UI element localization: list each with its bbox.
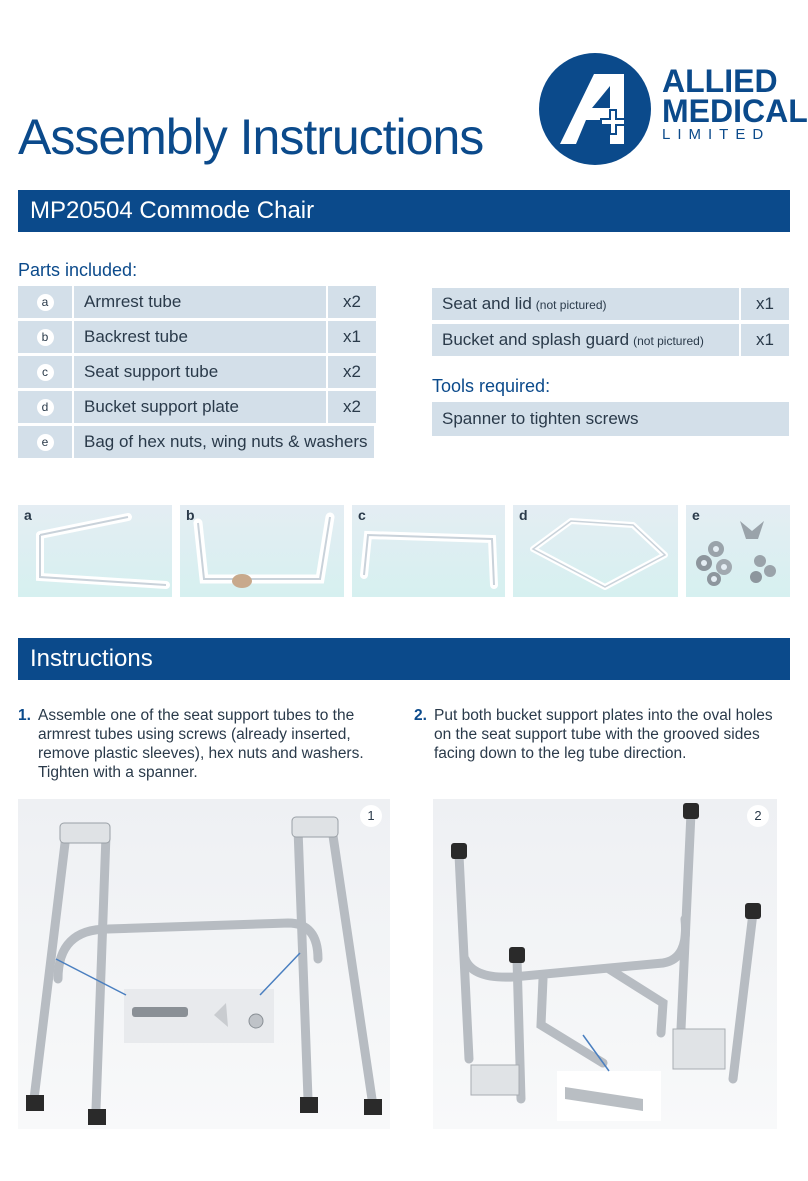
thumbnail-bucket-support-plate <box>513 505 678 597</box>
thumbnail-seat-support-tube <box>352 505 505 597</box>
frame-assembly-illustration-icon <box>18 799 390 1129</box>
figure-number: 1 <box>360 805 382 827</box>
extra-part-name: Bucket and splash guard <box>442 330 630 349</box>
part-letter: d <box>37 399 54 416</box>
thumbnail-letter: c <box>358 507 366 523</box>
extra-part-row <box>432 324 789 357</box>
thumbnail-armrest-tube <box>18 505 172 597</box>
extra-part-note: (not pictured) <box>633 334 704 348</box>
bucket-plate-illustration-icon <box>433 799 777 1129</box>
seat-support-tube-icon <box>352 505 505 597</box>
part-name: Backrest tube <box>74 321 326 353</box>
step-number: 2. <box>414 707 427 724</box>
part-name: Seat support tube <box>74 356 326 388</box>
step-1 <box>18 706 378 782</box>
instructions-bar: Instructions <box>18 638 790 680</box>
part-name: Armrest tube <box>74 286 326 318</box>
thumbnail-letter: a <box>24 507 32 523</box>
figure-number: 2 <box>747 805 769 827</box>
figure-1 <box>18 799 390 1129</box>
part-qty: x2 <box>328 391 376 423</box>
part-row <box>18 426 376 458</box>
thumbnail-backrest-tube <box>180 505 344 597</box>
part-letter: a <box>37 294 54 311</box>
step-number: 1. <box>18 707 31 724</box>
logo-mark-icon <box>538 52 652 166</box>
company-logo <box>538 52 808 167</box>
part-row <box>18 286 376 318</box>
thumbnail-nuts-washers <box>686 505 790 597</box>
part-name: Bag of hex nuts, wing nuts & washers <box>74 426 374 458</box>
extra-parts-table <box>432 288 789 360</box>
step-text: Put both bucket support plates into the oval holes on the seat support tube with the grooved sides facing down to the leg tube direction. <box>434 707 773 762</box>
logo-line-1: ALLIED <box>662 63 778 99</box>
part-qty: x1 <box>328 321 376 353</box>
parts-heading: Parts included: <box>18 260 138 280</box>
nuts-washers-icon <box>686 505 790 597</box>
part-row <box>18 356 376 388</box>
logo-line-3: LIMITED <box>662 126 771 143</box>
part-letter: b <box>37 329 54 346</box>
part-qty: x2 <box>328 356 376 388</box>
logo-line-2: MEDICAL <box>662 93 808 129</box>
page-title: Assembly Instructions <box>18 109 484 165</box>
part-qty: x2 <box>328 286 376 318</box>
part-letter: c <box>37 364 54 381</box>
thumbnail-letter: d <box>519 507 528 523</box>
product-title-bar: MP20504 Commode Chair <box>18 190 790 232</box>
extra-part-note: (not pictured) <box>535 298 607 312</box>
extra-part-qty: x1 <box>741 288 789 320</box>
extra-part-qty: x1 <box>741 324 789 356</box>
thumbnail-letter: e <box>692 507 700 523</box>
figure-2 <box>433 799 777 1129</box>
step-text: Assemble one of the seat support tubes to the armrest tubes using screws (already inserted, remove plastic sleeves), hex nuts and washers. Tighten with a spanner. <box>38 707 364 781</box>
part-letter: e <box>37 434 54 451</box>
extra-part-row <box>432 288 789 321</box>
armrest-tube-icon <box>18 505 172 597</box>
part-row <box>18 391 376 423</box>
tool-item: Spanner to tighten screws <box>432 402 789 436</box>
backrest-tube-icon <box>180 505 344 597</box>
parts-table <box>18 286 376 461</box>
part-row <box>18 321 376 353</box>
bucket-support-plate-icon <box>513 505 678 597</box>
extra-part-name: Seat and lid <box>442 294 532 313</box>
part-name: Bucket support plate <box>74 391 326 423</box>
tools-heading: Tools required: <box>432 376 551 396</box>
step-2 <box>414 706 790 763</box>
thumbnail-letter: b <box>186 507 195 523</box>
